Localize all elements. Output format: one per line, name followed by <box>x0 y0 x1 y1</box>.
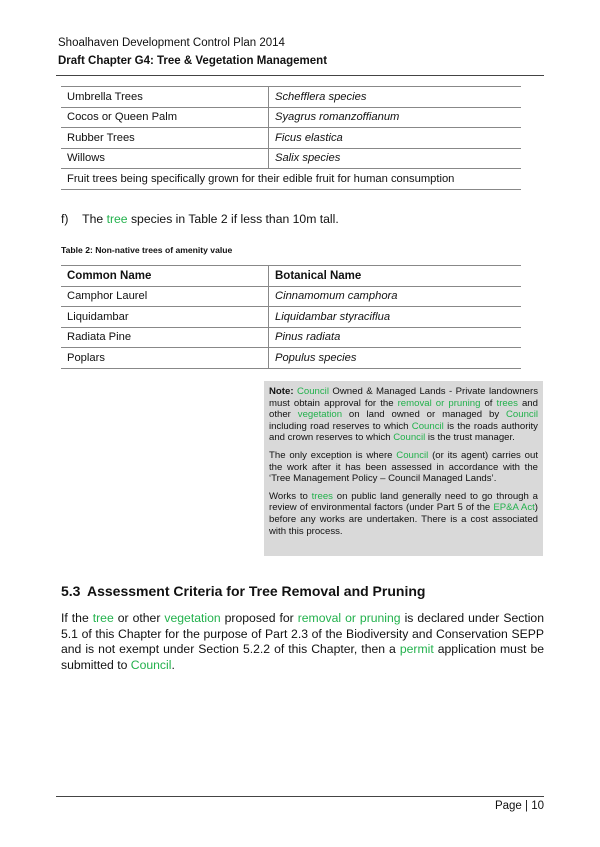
botanical-name-cell: Ficus elastica <box>275 131 343 144</box>
table-row <box>61 107 521 128</box>
section-number: 5.3 <box>61 583 81 599</box>
page-number: Page | 10 <box>494 800 544 812</box>
text-run: or other <box>113 611 165 625</box>
glossary-link[interactable]: vegetation <box>297 409 343 421</box>
table-row <box>61 128 521 149</box>
glossary-link[interactable]: Council <box>411 420 444 432</box>
common-name-cell: Liquidambar <box>61 307 269 328</box>
non-native-trees-table <box>61 265 521 369</box>
species-table-continued <box>61 86 521 190</box>
note-paragraph-2 <box>269 450 538 485</box>
text-run: . <box>171 657 175 672</box>
note-paragraph-1 <box>269 386 538 444</box>
common-name-cell: Camphor Laurel <box>61 286 269 307</box>
text-run: ) before any works are undertaken. There is a cost associated with this process. <box>269 502 538 537</box>
glossary-link[interactable]: Council <box>393 432 426 444</box>
glossary-link[interactable]: trees <box>496 397 518 409</box>
common-name-cell: Cocos or Queen Palm <box>61 107 269 128</box>
text-run: on land owned or managed by <box>342 409 506 421</box>
botanical-name-cell: Pinus radiata <box>275 331 341 344</box>
table-row <box>61 327 521 348</box>
botanical-name-cell: Cinnamomum camphora <box>275 290 398 303</box>
glossary-link[interactable]: tree <box>92 611 114 625</box>
section-title: Assessment Criteria for Tree Removal and Pruning <box>87 583 426 599</box>
botanical-name-cell: Populus species <box>275 351 357 364</box>
text-run: on public land generally need to go through a review of environmental factors (under Part 5 of the <box>269 490 538 514</box>
column-header-botanical-name: Botanical Name <box>275 269 362 282</box>
glossary-link[interactable]: removal or pruning <box>397 397 481 409</box>
text-run: The only exception is where <box>269 449 397 461</box>
table-row <box>61 348 521 369</box>
column-header-common-name: Common Name <box>61 266 269 287</box>
chapter-title: Draft Chapter G4: Tree & Vegetation Management <box>58 55 328 67</box>
section-heading <box>61 583 425 599</box>
text-run: Owned & Managed Lands - Private landowners must obtain approval for the <box>269 386 539 409</box>
table-row <box>61 169 521 190</box>
table-row <box>61 286 521 307</box>
table-row <box>61 87 521 108</box>
table-caption: Table 2: Non-native trees of amenity value <box>61 245 233 255</box>
document-header-title: Shoalhaven Development Control Plan 2014 <box>58 37 285 49</box>
glossary-link[interactable]: Council <box>130 657 172 672</box>
common-name-cell: Poplars <box>61 348 269 369</box>
text-run: and other <box>269 397 538 421</box>
text-run: application must be submitted to <box>61 642 544 672</box>
table-row <box>61 148 521 169</box>
common-name-cell: Umbrella Trees <box>61 87 269 108</box>
glossary-link[interactable]: Council <box>396 449 429 461</box>
note-box <box>264 381 543 556</box>
list-item-text: The <box>82 212 107 226</box>
botanical-name-cell: Syagrus romanzoffianum <box>275 111 400 124</box>
text-run: is the roads authority and crown reserves to which <box>269 420 538 444</box>
footer-divider <box>56 796 544 797</box>
glossary-link[interactable]: trees <box>311 490 333 502</box>
tree-link[interactable]: tree <box>106 212 128 226</box>
glossary-link[interactable]: Council <box>506 409 538 421</box>
list-item-f <box>61 212 339 226</box>
text-run: is the trust manager. <box>425 432 515 444</box>
list-item-label: f) <box>61 212 69 226</box>
text-run: If the <box>61 611 93 625</box>
header-divider <box>56 75 544 76</box>
botanical-name-cell: Schefflera species <box>275 90 367 103</box>
text-run: (or its agent) carries out the work after it has been assessed in accordance with the ‘Tree Management Policy – Council Managed Lands’. <box>269 449 538 485</box>
fruit-trees-cell: Fruit trees being specifically grown for their edible fruit for human consumption <box>67 172 455 185</box>
botanical-name-cell: Liquidambar styraciflua <box>275 310 391 323</box>
table-header-row <box>61 266 521 287</box>
common-name-cell: Radiata Pine <box>61 327 269 348</box>
body-paragraph <box>61 611 544 673</box>
text-run: is declared under Section 5.1 of this Chapter for the purpose of Part 2.3 of the Biodiversity and Conservation SEPP and is not exempt under Section 5.2.2 of this Chapter, then a <box>61 611 544 657</box>
common-name-cell: Rubber Trees <box>61 128 269 149</box>
glossary-link[interactable]: Council <box>296 386 329 397</box>
list-item-text: species in Table 2 if less than 10m tall. <box>127 212 339 226</box>
note-paragraph-3 <box>269 491 538 537</box>
text-run: of <box>480 397 497 409</box>
glossary-link[interactable]: removal or pruning <box>297 611 401 625</box>
table-row <box>61 307 521 328</box>
glossary-link[interactable]: EP&A Act <box>493 502 535 514</box>
glossary-link[interactable]: vegetation <box>164 611 221 625</box>
note-label: Note: <box>269 386 294 397</box>
common-name-cell: Willows <box>61 148 269 169</box>
text-run: proposed for <box>220 611 298 625</box>
botanical-name-cell: Salix species <box>275 152 341 165</box>
text-run: including road reserves to which <box>269 420 412 432</box>
text-run: Works to <box>269 490 312 502</box>
glossary-link[interactable]: permit <box>399 642 434 657</box>
